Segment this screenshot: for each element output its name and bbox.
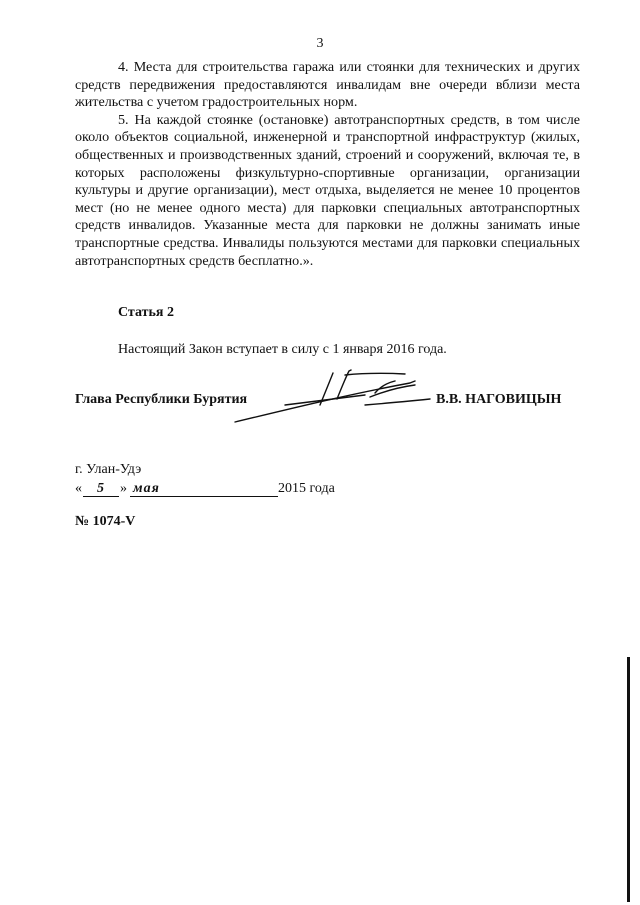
law-body: [75, 59, 580, 270]
law-number: № 1074-V: [75, 514, 136, 529]
handwritten-signature: [225, 365, 435, 435]
month-underline: [130, 496, 275, 497]
date-year: 2015 года: [278, 481, 335, 496]
city: г. Улан-Удэ: [75, 462, 142, 477]
day-underline: [83, 496, 119, 497]
signatory-title: Глава Республики Бурятия: [75, 392, 248, 407]
date-open-quote: «: [75, 481, 82, 496]
page-number: 3: [316, 36, 324, 51]
date-close-quote: »: [120, 481, 127, 496]
article-heading: Статья 2: [118, 305, 174, 320]
date-line: [75, 481, 355, 503]
date-month: мая: [133, 481, 160, 496]
signatory-name: В.В. НАГОВИЦЫН: [436, 392, 562, 407]
month-underline-tail: [260, 496, 278, 497]
article-text: Настоящий Закон вступает в силу с 1 января 2016 года.: [118, 342, 447, 357]
date-day: 5: [97, 481, 104, 496]
scan-edge-mark: [627, 657, 630, 902]
paragraph-5: 5. На каждой стоянке (остановке) автотранспортных средств, в том числе около объектов социальной, инженерной и транспортной инфраструктур (жилых, общественных и производственных зданий, строений и сооружений, включая те, в которых расположены физкультурно-спортивные организации, организации культуры и другие организации), мест отдыха, выделяется не менее 10 процентов мест (но не менее одного места) для парковки специальных автотранспортных средств инвалидов. Указанные места для парковки не должны занимать иные транспортные средства. Инвалиды пользуются местами для парковки специальных автотранспортных средств бесплатно.».: [75, 111, 580, 269]
paragraph-4: 4. Места для строительства гаража или стоянки для технических и других средств передвижения предоставляются инвалидам вне очереди вблизи места жительства с учетом градостроительных норм.: [75, 59, 580, 111]
